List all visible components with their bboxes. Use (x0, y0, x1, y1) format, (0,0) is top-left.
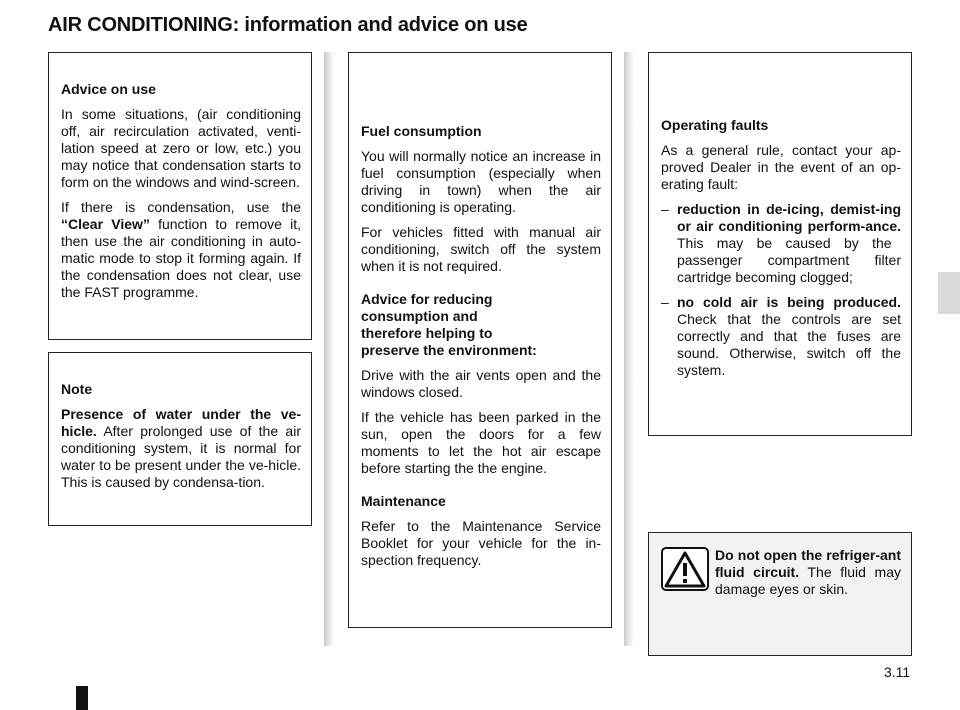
maintenance-paragraph: Refer to the Maintenance Service Booklet for your vehicle for the in-spection frequency. (361, 518, 601, 568)
advice-heading: Advice on use (61, 81, 156, 97)
faults-intro: As a general rule, contact your ap-proved Dealer in the event of an op-erating fault: (661, 142, 901, 192)
fault-dash: – (661, 201, 669, 217)
fuel-consumption-box (348, 52, 612, 628)
corner-mark (76, 686, 88, 710)
page-title: AIR CONDITIONING: information and advice on use (48, 14, 528, 36)
advice-box (48, 52, 312, 340)
column-separator-right (624, 52, 634, 646)
fault-text: no cold air is being produced. Check that the controls are set correctly and that the fuses are sound. Otherwise, switch off the system. (677, 294, 901, 378)
warning-triangle-icon (661, 547, 709, 591)
warning-text: Do not open the refriger-ant fluid circuit. The fluid may damage eyes or skin. (715, 547, 902, 597)
environment-paragraph-2: If the vehicle has been parked in the sun, open the doors for a few moments to let the hot air escape before starting the the engine. (361, 409, 601, 476)
faults-heading: Operating faults (661, 117, 769, 133)
column-separator-left (324, 52, 334, 646)
clear-view-term: “Clear View” (61, 216, 150, 232)
fuel-heading: Fuel consumption (361, 123, 482, 139)
maintenance-heading: Maintenance (361, 493, 446, 509)
fault-item (661, 294, 901, 379)
note-paragraph: Presence of water under the ve-hicle. After prolonged use of the air conditioning system, it is normal for water to be present under the ve-hicle. This is caused by condensa-tion. (61, 406, 301, 490)
fuel-paragraph-1: You will normally notice an increase in fuel consumption (especially when driving in town) when the air conditioning is operating. (361, 148, 601, 215)
note-bold-lead: Presence of water under the ve-hicle. (61, 406, 301, 439)
environment-heading: Advice for reducing consumption and therefore helping to preserve the environment: (361, 291, 537, 358)
warning-box (648, 532, 912, 656)
fault-item (661, 201, 901, 286)
advice-paragraph-2: If there is condensation, use the “Clear View” function to remove it, then use the air conditioning in auto-matic mode to stop it forming again. If the condensation does not clear, use the FAST programme. (61, 199, 302, 300)
fault-text: reduction in de-icing, demist-ing or air conditioning perform-ance. This may be caused by the passenger compartment filter cartridge becoming clogged; (677, 201, 901, 285)
section-tab (938, 272, 960, 314)
environment-paragraph-1: Drive with the air vents open and the windows closed. (361, 367, 601, 400)
operating-faults-box (648, 52, 912, 436)
fault-dash: – (661, 294, 669, 310)
fuel-paragraph-2: For vehicles fitted with manual air conditioning, switch off the system when it is not required. (361, 224, 601, 274)
advice-paragraph-1: In some situations, (air conditioning off, air recirculation activated, venti-lation speed at zero or low, etc.) you may notice that condensation starts to form on the windows and wind-screen. (61, 106, 301, 190)
page-number: 3.11 (884, 664, 911, 680)
note-heading: Note (61, 381, 93, 397)
note-box (48, 352, 312, 526)
